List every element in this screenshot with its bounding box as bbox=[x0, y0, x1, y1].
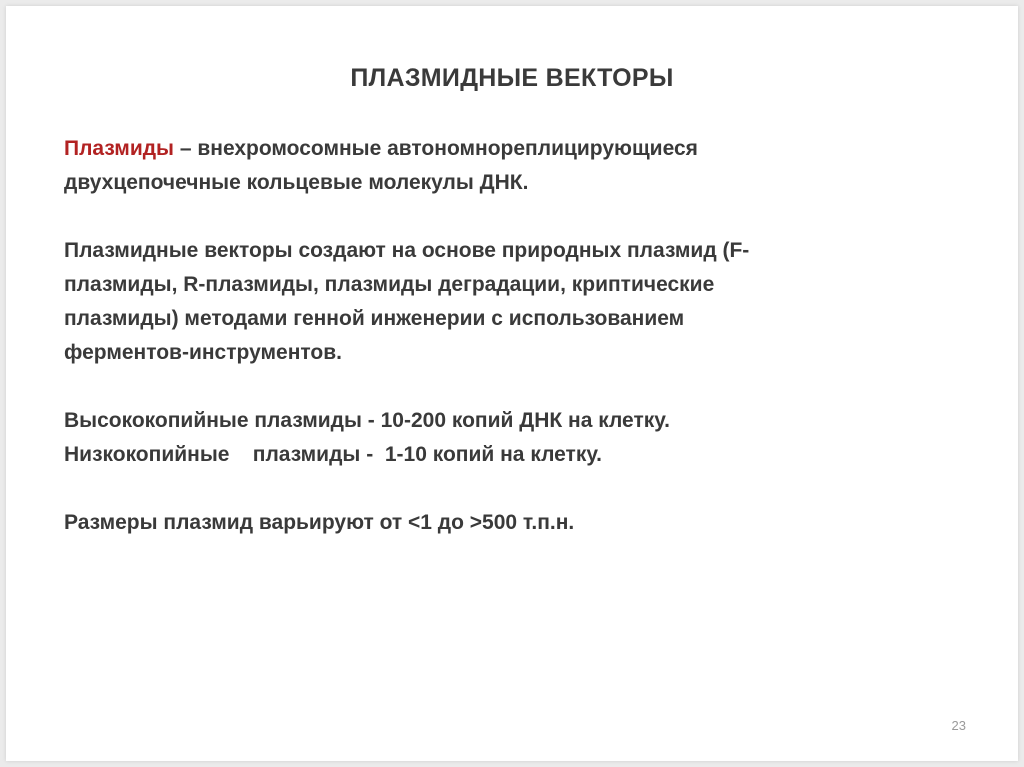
vectors-paragraph bbox=[64, 234, 964, 370]
definition-line-2: двухцепочечные кольцевые молекулы ДНК. bbox=[64, 171, 529, 194]
definition-line-1 bbox=[64, 132, 964, 166]
copy-number-paragraph bbox=[64, 404, 964, 472]
sizes-line: Размеры плазмид варьируют от <1 до >500 т.п.н. bbox=[64, 511, 575, 534]
sizes-paragraph bbox=[64, 506, 964, 540]
definition-text: – внехромосомные автономнореплицирующиеся bbox=[174, 137, 698, 160]
slide-title: ПЛАЗМИДНЫЕ ВЕКТОРЫ bbox=[350, 64, 674, 92]
slide-content bbox=[64, 132, 964, 574]
vectors-line: плазмиды) методами генной инженерии с использованием bbox=[64, 307, 685, 330]
vectors-line: Плазмидные векторы создают на основе природных плазмид (F- bbox=[64, 239, 750, 262]
page-number: 23 bbox=[951, 718, 966, 733]
vectors-line: ферментов-инструментов. bbox=[64, 341, 342, 364]
term-plasmids: Плазмиды bbox=[64, 137, 174, 160]
low-copy-line: Низкокопийные плазмиды - 1-10 копий на клетку. bbox=[64, 443, 603, 466]
slide bbox=[6, 6, 1018, 761]
definition-paragraph bbox=[64, 132, 964, 200]
high-copy-line: Высококопийные плазмиды - 10-200 копий ДНК на клетку. bbox=[64, 409, 670, 432]
vectors-line: плазмиды, R-плазмиды, плазмиды деградации, криптические bbox=[64, 273, 715, 296]
